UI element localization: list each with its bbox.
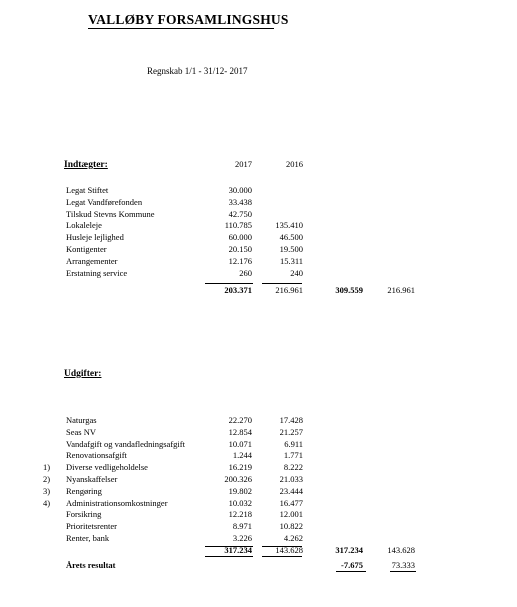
expense-summary-2017: 317.234 xyxy=(335,545,363,555)
income-total-2017: 203.371 xyxy=(224,285,252,295)
income-total-row xyxy=(0,284,517,296)
value-2017: 20.150 xyxy=(228,244,252,254)
row-label: Seas NV xyxy=(66,426,96,437)
value-2017: 12.218 xyxy=(228,509,252,520)
row-label: Administrationsomkostninger xyxy=(66,497,168,508)
table-row xyxy=(0,184,517,196)
value-2017: 110.785 xyxy=(224,220,252,231)
value-2017: 60.000 xyxy=(228,232,252,243)
table-row xyxy=(0,497,517,509)
table-row xyxy=(0,426,517,438)
row-label: Arrangementer xyxy=(66,255,118,266)
row-label: Rengøring xyxy=(66,485,102,496)
year-2017-label: 2017 xyxy=(235,159,252,169)
table-row xyxy=(0,520,517,532)
value-2016: 6.911 xyxy=(284,438,303,449)
table-row xyxy=(0,208,517,220)
document-subtitle: Regnskab 1/1 - 31/12- 2017 xyxy=(147,66,248,76)
value-2016: 1.771 xyxy=(283,450,303,461)
value-2017: 12.854 xyxy=(228,426,252,437)
expenses-heading: Udgifter: xyxy=(64,369,102,379)
value-2016: 21.257 xyxy=(279,426,303,437)
income-summary-2016: 216.961 xyxy=(387,285,415,295)
value-2016: 8.222 xyxy=(283,462,303,473)
row-label: Kontigenter xyxy=(66,244,107,254)
value-2017: 42.750 xyxy=(228,208,252,219)
row-marker: 1) xyxy=(43,462,51,473)
row-label: Legat Stiftet xyxy=(66,185,109,195)
value-2017: 8.971 xyxy=(232,521,252,532)
row-marker: 4) xyxy=(43,497,51,508)
row-label: Prioritetsrenter xyxy=(66,521,117,532)
result-label: Årets resultat xyxy=(66,560,116,570)
value-2016: 4.262 xyxy=(283,533,303,543)
table-row xyxy=(0,255,517,267)
row-label: Renter, bank xyxy=(66,533,110,543)
year-2016-label: 2016 xyxy=(286,159,303,169)
income-summary-2017: 309.559 xyxy=(335,285,363,295)
result-2016: 73.333 xyxy=(391,560,415,570)
table-row xyxy=(0,508,517,520)
value-2017: 1.244 xyxy=(232,450,252,461)
value-2016: 240 xyxy=(290,267,303,278)
row-marker: 3) xyxy=(43,485,51,496)
result-row xyxy=(0,559,517,571)
value-2016: 12.001 xyxy=(279,509,303,520)
expense-double-underline-2017 xyxy=(205,556,253,557)
year-header-row xyxy=(0,158,517,170)
value-2016: 46.500 xyxy=(279,232,303,243)
table-row xyxy=(0,461,517,473)
table-row xyxy=(0,532,517,544)
document-title: VALLØBY FORSAMLINGSHUS xyxy=(88,12,289,27)
result-underline-2016 xyxy=(390,571,416,572)
table-row xyxy=(0,485,517,497)
value-2017: 30.000 xyxy=(228,185,252,195)
value-2017: 19.802 xyxy=(228,485,252,496)
row-label: Renovationsafgift xyxy=(66,450,127,461)
income-heading: Indtægter: xyxy=(64,160,108,170)
row-label: Vandafgift og vandafledningsafgift xyxy=(66,438,185,449)
expense-total-2016: 143.628 xyxy=(275,545,303,555)
value-2016: 10.822 xyxy=(279,521,303,532)
value-2017: 10.071 xyxy=(228,438,252,449)
table-row xyxy=(0,219,517,231)
row-label: Forsikring xyxy=(66,509,102,520)
row-label: Diverse vedligeholdelse xyxy=(66,462,148,473)
value-2017: 12.176 xyxy=(228,255,252,266)
value-2016: 16.477 xyxy=(279,497,303,508)
result-underline-2017 xyxy=(336,571,366,572)
expense-double-underline-2016 xyxy=(262,556,302,557)
value-2017: 260 xyxy=(239,267,252,278)
table-row xyxy=(0,414,517,426)
expense-total-2017: 317.234 xyxy=(224,545,252,555)
table-row xyxy=(0,438,517,450)
row-label: Erstatning service xyxy=(66,267,128,278)
expense-total-row xyxy=(0,544,517,556)
value-2016: 135.410 xyxy=(275,220,303,231)
row-label: Naturgas xyxy=(66,415,97,425)
income-total-2016: 216.961 xyxy=(275,285,303,295)
table-row xyxy=(0,231,517,243)
row-label: Husleje lejlighed xyxy=(66,232,124,243)
row-label: Nyanskaffelser xyxy=(66,474,118,484)
value-2016: 21.033 xyxy=(279,474,303,484)
row-marker: 2) xyxy=(43,474,51,484)
value-2017: 22.270 xyxy=(228,415,252,425)
row-label: Legat Vandførefonden xyxy=(66,196,143,207)
row-label: Lokaleleje xyxy=(66,220,102,231)
expense-summary-2016: 143.628 xyxy=(387,545,415,555)
table-row xyxy=(0,449,517,461)
value-2017: 10.032 xyxy=(228,497,252,508)
value-2016: 15.311 xyxy=(279,255,303,266)
value-2017: 33.438 xyxy=(228,196,252,207)
value-2016: 17.428 xyxy=(279,415,303,425)
value-2017: 3.226 xyxy=(232,533,252,543)
row-label: Tilskud Stevns Kommune xyxy=(66,208,155,219)
value-2017: 200.326 xyxy=(224,474,252,484)
title-underline xyxy=(88,28,274,29)
table-row xyxy=(0,267,517,279)
value-2017: 16.219 xyxy=(228,462,252,473)
table-row xyxy=(0,196,517,208)
table-row xyxy=(0,473,517,485)
value-2016: 23.444 xyxy=(279,485,303,496)
table-row xyxy=(0,243,517,255)
result-2017: -7.675 xyxy=(341,560,363,570)
value-2016: 19.500 xyxy=(279,244,303,254)
